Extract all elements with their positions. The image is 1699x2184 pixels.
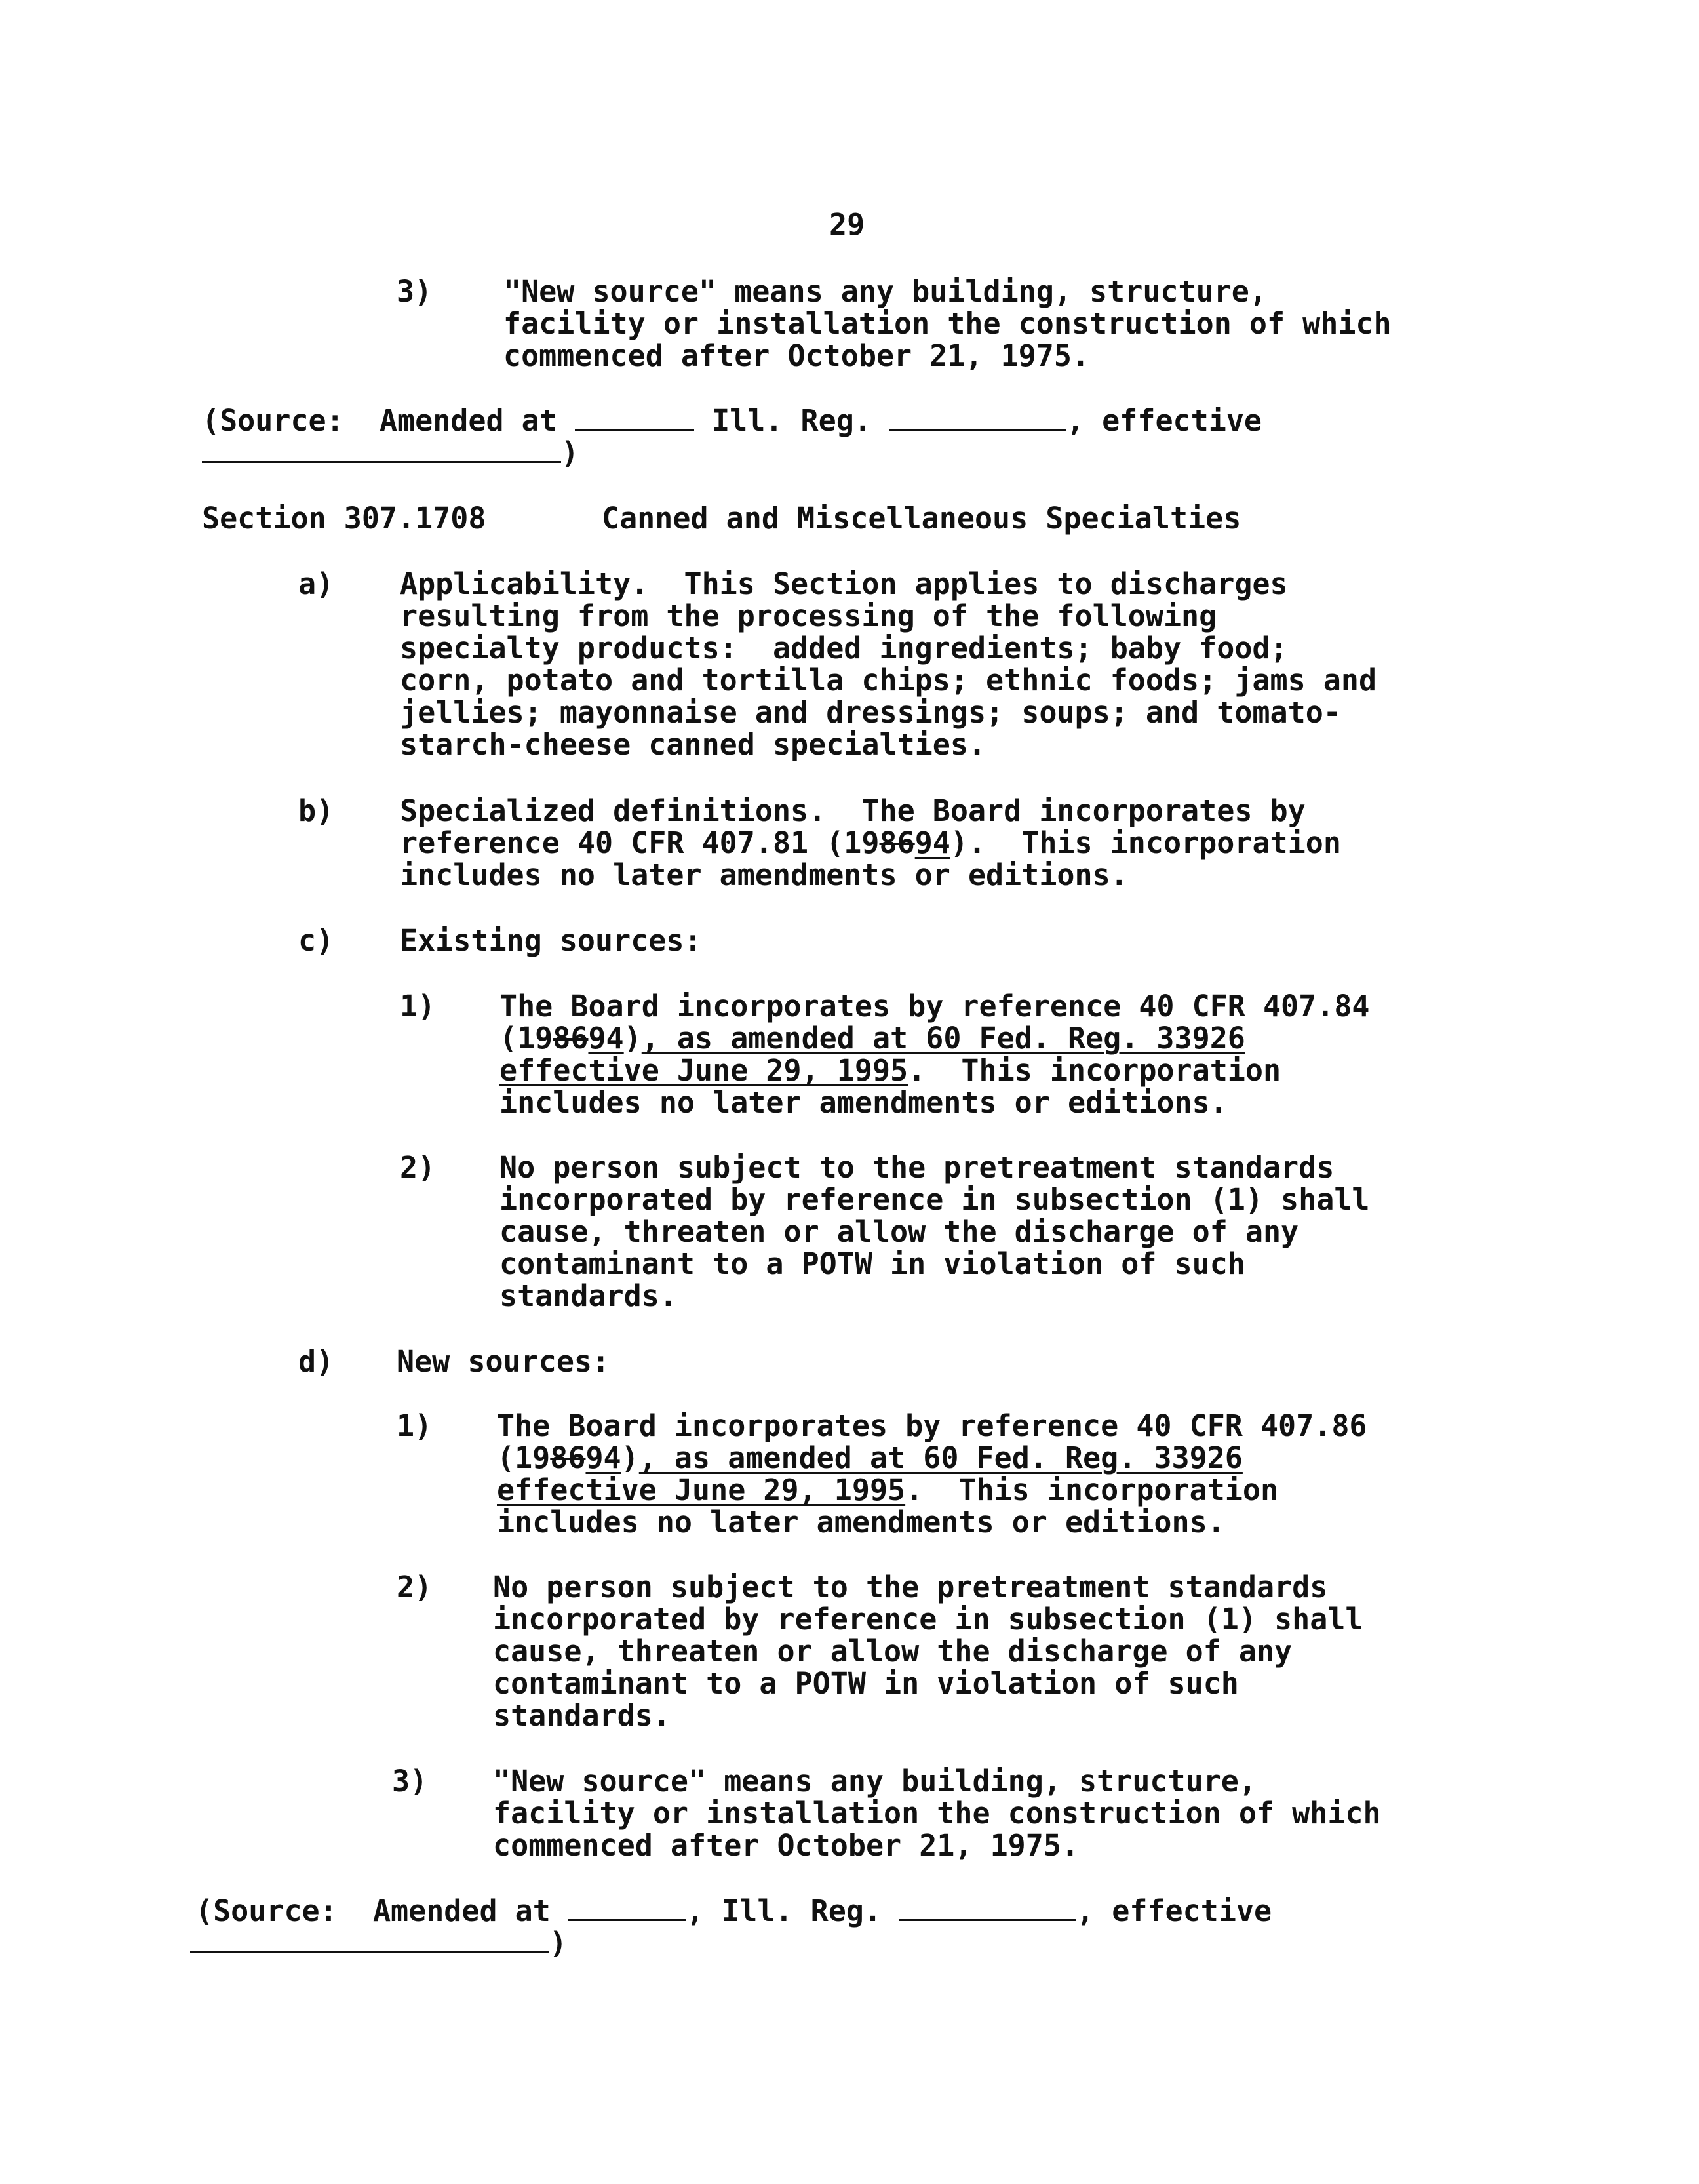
paragraph-line: The Board incorporates by reference 40 CFR 407.86 — [497, 1408, 1367, 1443]
text-run: ). This incorporation — [950, 825, 1341, 860]
source-open: (Source: — [195, 1894, 338, 1928]
inserted-text: , as amended at 60 Fed. Reg. 33926 — [641, 1021, 1245, 1056]
source-ill-reg: Ill. Reg. — [712, 403, 872, 438]
source-effective: , effective — [1076, 1894, 1272, 1928]
paragraph-line — [497, 1474, 1278, 1506]
source-open: (Source: — [202, 403, 344, 438]
paragraph-line: No person subject to the pretreatment standards — [493, 1570, 1328, 1604]
paragraph-line: No person subject to the pretreatment standards — [499, 1150, 1335, 1185]
blank-line — [202, 437, 561, 463]
blank-line — [568, 1896, 686, 1921]
inserted-text: 94 — [914, 825, 950, 860]
paragraph-line: incorporated by reference in subsection (1) shall — [493, 1602, 1363, 1637]
text-run: (19 — [499, 1021, 553, 1056]
paragraph-line: Applicability. This Section applies to discharges — [400, 566, 1288, 601]
item-label: 2) — [397, 1570, 433, 1604]
text-run: (19 — [497, 1440, 551, 1475]
item-label: 2) — [400, 1150, 436, 1185]
paragraph-line — [497, 1442, 1243, 1474]
struck-text: 86 — [879, 825, 915, 860]
text-run: ) — [621, 1440, 639, 1475]
source-note — [195, 1895, 1272, 1927]
paragraph-line: contaminant to a POTW in violation of such — [499, 1246, 1245, 1281]
struck-text: 86 — [553, 1021, 589, 1056]
blank-line — [190, 1928, 549, 1953]
paragraph-line: incorporated by reference in subsection (1) shall — [499, 1182, 1370, 1217]
text-run: . This incorporation — [905, 1473, 1279, 1507]
paragraph-line: standards. — [499, 1279, 677, 1313]
section-title: Canned and Miscellaneous Specialties — [602, 501, 1241, 536]
source-note-end — [190, 1927, 567, 1959]
paragraph-line — [499, 1022, 1245, 1054]
blank-line — [899, 1896, 1076, 1921]
item-label: a) — [298, 566, 334, 601]
paragraph-line: resulting from the processing of the following — [400, 599, 1217, 633]
inserted-text: 94 — [588, 1021, 624, 1056]
item-label: 1) — [400, 989, 436, 1023]
paragraph-line: commenced after October 21, 1975. — [503, 338, 1090, 373]
source-amended-at: Amended at — [372, 1894, 551, 1928]
paragraph-line: includes no later amendments or editions. — [400, 858, 1128, 892]
paragraph-line: cause, threaten or allow the discharge of any — [493, 1634, 1293, 1669]
inserted-text: effective June 29, 1995 — [497, 1473, 906, 1507]
paragraph-line: cause, threaten or allow the discharge of any — [499, 1214, 1299, 1249]
paragraph-line: "New source" means any building, structure, — [493, 1764, 1257, 1798]
paragraph-line: "New source" means any building, structure, — [503, 274, 1267, 309]
source-ill-reg: Ill. Reg. — [722, 1894, 882, 1928]
text-run: reference 40 CFR 407.81 (19 — [400, 825, 880, 860]
paragraph-line: includes no later amendments or editions. — [499, 1085, 1228, 1120]
item-label: d) — [298, 1344, 334, 1379]
paragraph-line: commenced after October 21, 1975. — [493, 1828, 1080, 1863]
blank-line — [575, 405, 694, 431]
source-close: ) — [549, 1926, 568, 1960]
inserted-text: 94 — [585, 1440, 621, 1475]
source-note-end — [202, 437, 579, 469]
page-number: 29 — [829, 207, 865, 242]
item-label: c) — [298, 923, 334, 958]
text-run: . This incorporation — [908, 1053, 1281, 1088]
text-run: ) — [623, 1021, 642, 1056]
inserted-text: , as amended at 60 Fed. Reg. 33926 — [638, 1440, 1243, 1475]
struck-text: 86 — [550, 1440, 586, 1475]
paragraph-line: jellies; mayonnaise and dressings; soups; and tomato- — [400, 695, 1341, 730]
paragraph-line: standards. — [493, 1698, 671, 1733]
item-label: b) — [298, 793, 334, 828]
paragraph-line: facility or installation the construction of which — [493, 1796, 1381, 1831]
item-label: 1) — [397, 1408, 433, 1443]
source-amended-at: Amended at — [379, 403, 557, 438]
paragraph-line: facility or installation the construction of which — [503, 306, 1392, 341]
paragraph-line: corn, potato and tortilla chips; ethnic foods; jams and — [400, 663, 1377, 698]
paragraph-line: The Board incorporates by reference 40 CFR 407.84 — [499, 989, 1370, 1023]
source-note — [202, 405, 1262, 437]
subsection-heading: New sources: — [397, 1344, 610, 1379]
source-close: ) — [561, 435, 579, 470]
paragraph-line: Specialized definitions. The Board incorporates by — [400, 793, 1306, 828]
paragraph-line — [499, 1054, 1281, 1086]
inserted-text: effective June 29, 1995 — [499, 1053, 908, 1088]
source-comma: , — [686, 1894, 705, 1928]
paragraph-line: starch-cheese canned specialties. — [400, 727, 986, 762]
paragraph-line — [400, 827, 1341, 859]
paragraph-line: specialty products: added ingredients; baby food; — [400, 631, 1288, 665]
subsection-heading: Existing sources: — [400, 923, 702, 958]
item-label: 3) — [392, 1764, 428, 1798]
item-label: 3) — [397, 274, 433, 309]
blank-line — [889, 405, 1066, 431]
source-effective: , effective — [1066, 403, 1262, 438]
paragraph-line: includes no later amendments or editions. — [497, 1505, 1225, 1539]
paragraph-line: contaminant to a POTW in violation of such — [493, 1666, 1239, 1701]
section-number: Section 307.1708 — [202, 501, 486, 536]
